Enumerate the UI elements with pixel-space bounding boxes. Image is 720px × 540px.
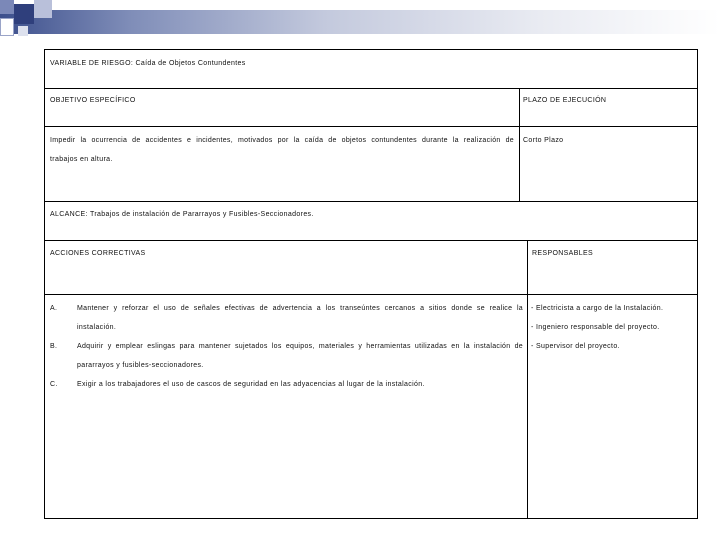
responsable-item: - Ingeniero responsable del proyecto. [531,324,660,331]
decorative-square [34,0,52,18]
header-gradient-band [0,10,720,34]
objetivo-text-line1: Impedir la ocurrencia de accidentes e incidentes, motivados por la caída de objetos contundentes durante la realización de [50,137,514,144]
responsable-item: - Supervisor del proyecto. [531,343,620,350]
action-letter: A. [50,305,58,312]
row-divider [45,126,697,127]
row-divider [45,240,697,241]
decorative-square [18,26,28,36]
column-divider [527,240,528,518]
objetivo-header: OBJETIVO ESPECÍFICO [50,97,136,104]
action-letter: B. [50,343,58,350]
responsable-item: - Electricista a cargo de la Instalación. [531,305,664,312]
action-text-line2: instalación. [77,324,117,331]
action-text-line1: Exigir a los trabajadores el uso de cascos de seguridad en las adyacencias al lugar de la instalación. [77,381,425,388]
acciones-header: ACCIONES CORRECTIVAS [50,250,146,257]
responsables-header: RESPONSABLES [532,250,593,257]
decorative-square [0,18,14,36]
decorative-square [14,4,34,24]
row-divider [45,294,697,295]
action-letter: C. [50,381,58,388]
variable-riesgo-text: VARIABLE DE RIESGO: Caída de Objetos Contundentes [50,60,246,67]
action-text-line1: Mantener y reforzar el uso de señales efectivas de advertencia a los transeúntes cercanos a sitios donde se realice la [77,305,523,312]
plazo-value: Corto Plazo [523,137,564,144]
action-text-line2: pararrayos y fusibles-seccionadores. [77,362,204,369]
column-divider [519,88,520,201]
action-text-line1: Adquirir y emplear eslingas para mantener sujetados los equipos, materiales y herramientas utilizadas en la instalación de [77,343,523,350]
decorative-square [0,0,14,14]
row-divider [45,201,697,202]
alcance-text: ALCANCE: Trabajos de instalación de Pararrayos y Fusibles-Seccionadores. [50,211,314,218]
risk-form-table [44,49,698,519]
row-divider [45,88,697,89]
objetivo-text-line2: trabajos en altura. [50,156,113,163]
plazo-header: PLAZO DE EJECUCIÓN [523,97,607,104]
